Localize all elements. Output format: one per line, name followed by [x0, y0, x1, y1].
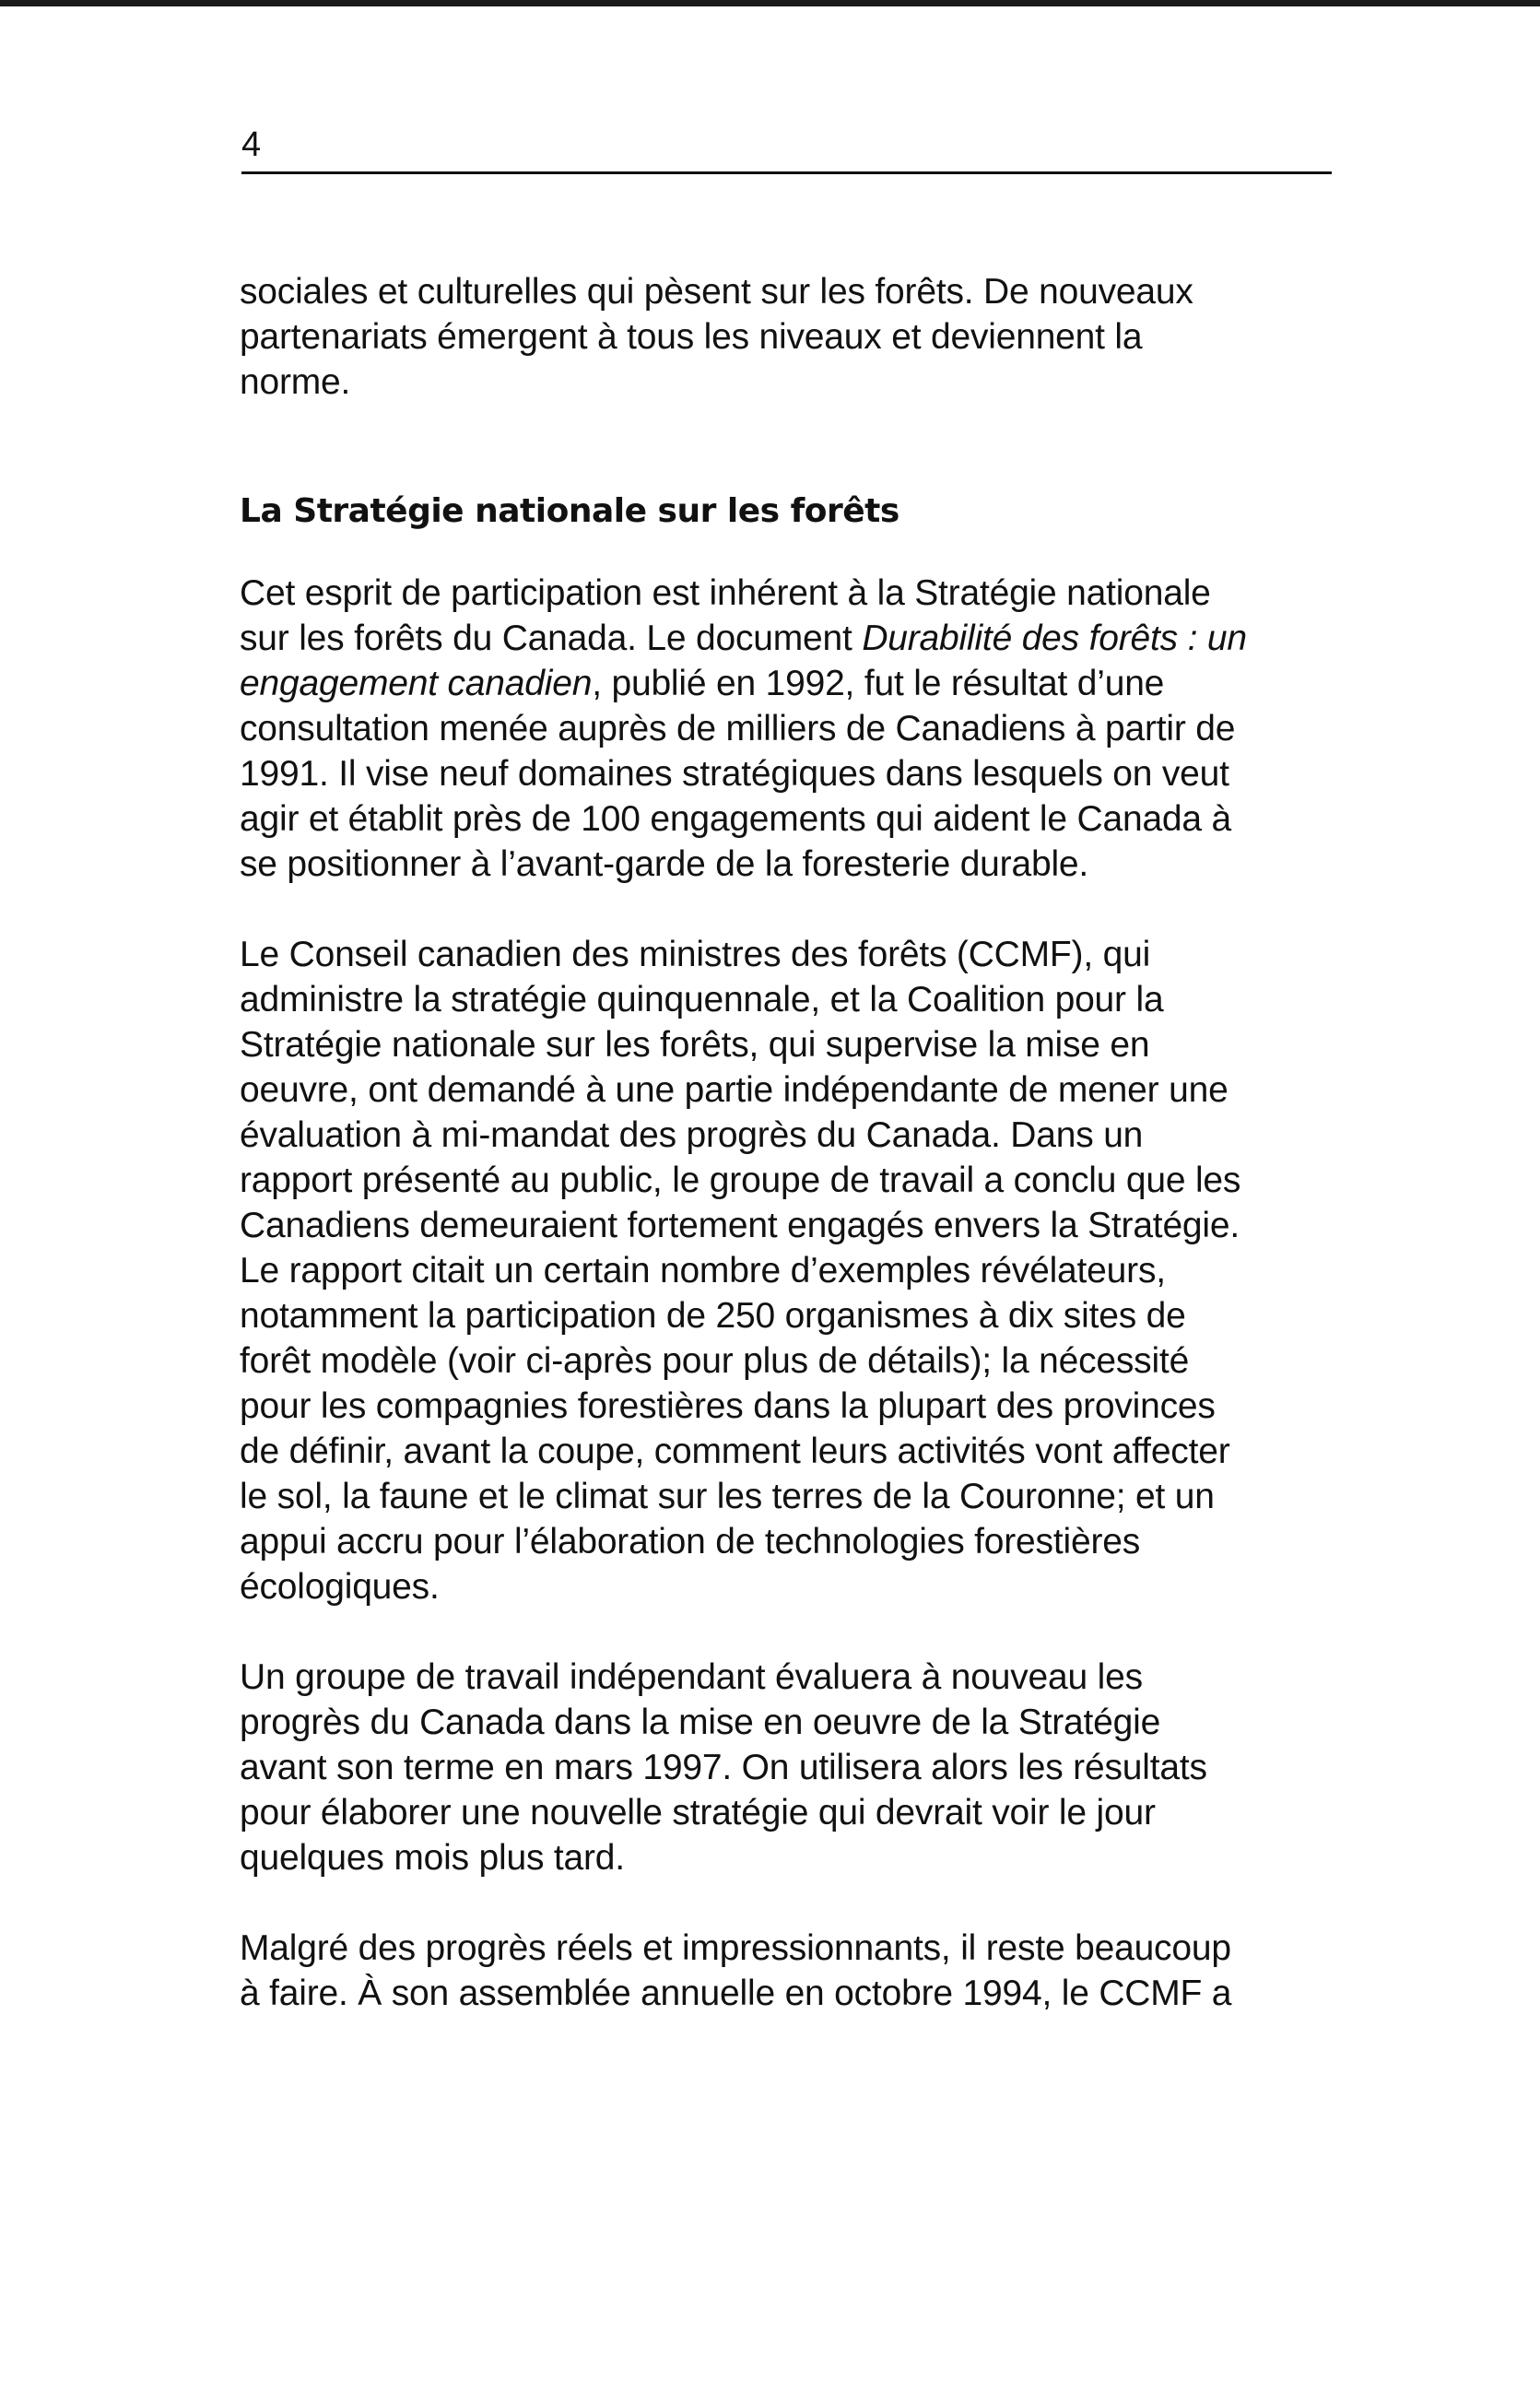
- document-title-italic: engagement canadien: [240, 664, 593, 703]
- text-line: le sol, la faune et le climat sur les terres de la Couronne; et un: [240, 1477, 1215, 1516]
- paragraph-strategy: [240, 571, 1346, 887]
- text-line: progrès du Canada dans la mise en oeuvre de la Stratégie: [240, 1703, 1161, 1742]
- text-segment: , publié en 1992, fut le résultat d’une: [592, 664, 1165, 703]
- text-line: Un groupe de travail indépendant évaluera à nouveau les: [240, 1657, 1143, 1697]
- paragraph-intro: [240, 269, 1346, 405]
- section-title: La Stratégie nationale sur les forêts: [240, 492, 899, 530]
- text-line: Stratégie nationale sur les forêts, qui supervise la mise en: [240, 1025, 1150, 1065]
- text-segment: sur les forêts du Canada. Le document: [240, 619, 863, 658]
- page-body: [240, 269, 1346, 2016]
- header-rule: [241, 171, 1332, 174]
- text-line: norme.: [240, 362, 351, 402]
- text-line: de définir, avant la coupe, comment leurs activités vont affecter: [240, 1432, 1230, 1471]
- text-line: avant son terme en mars 1997. On utilisera alors les résultats: [240, 1748, 1207, 1787]
- text-line: pour élaborer une nouvelle stratégie qui devrait voir le jour: [240, 1793, 1156, 1832]
- paragraph-progress: [240, 1926, 1346, 2016]
- scan-top-edge: [0, 0, 1540, 6]
- text-line: partenariats émergent à tous les niveaux et deviennent la: [240, 317, 1143, 357]
- text-line: agir et établit près de 100 engagements qui aident le Canada à: [240, 799, 1232, 839]
- text-line: pour les compagnies forestières dans la plupart des provinces: [240, 1386, 1216, 1426]
- text-line: quelques mois plus tard.: [240, 1838, 625, 1878]
- text-line: écologiques.: [240, 1567, 440, 1607]
- text-line: oeuvre, ont demandé à une partie indépendante de mener une: [240, 1070, 1228, 1110]
- text-line: 1991. Il vise neuf domaines stratégiques dans lesquels on veut: [240, 754, 1229, 794]
- paragraph-ccmf: [240, 932, 1346, 1609]
- text-line: Le rapport citait un certain nombre d’exemples révélateurs,: [240, 1251, 1166, 1290]
- text-line: à faire. À son assemblée annuelle en octobre 1994, le CCMF a: [240, 1974, 1232, 2013]
- text-line: notamment la participation de 250 organismes à dix sites de: [240, 1296, 1186, 1336]
- text-line: Cet esprit de participation est inhérent à la Stratégie nationale: [240, 573, 1211, 613]
- page-number: 4: [241, 125, 262, 164]
- text-line: évaluation à mi-mandat des progrès du Canada. Dans un: [240, 1115, 1144, 1155]
- paragraph-evaluation: [240, 1655, 1346, 1880]
- document-title-italic: Durabilité des forêts : un: [862, 619, 1247, 658]
- text-line: appui accru pour l’élaboration de technologies forestières: [240, 1522, 1141, 1561]
- text-line: rapport présenté au public, le groupe de travail a conclu que les: [240, 1161, 1241, 1200]
- text-line: Malgré des progrès réels et impressionnants, il reste beaucoup: [240, 1928, 1231, 1968]
- text-line: administre la stratégie quinquennale, et la Coalition pour la: [240, 980, 1164, 1019]
- text-line: sociales et culturelles qui pèsent sur les forêts. De nouveaux: [240, 272, 1193, 312]
- text-line: consultation menée auprès de milliers de Canadiens à partir de: [240, 709, 1236, 748]
- text-line: [240, 661, 1346, 706]
- text-line: se positionner à l’avant-garde de la foresterie durable.: [240, 844, 1089, 884]
- text-line: Canadiens demeuraient fortement engagés envers la Stratégie.: [240, 1206, 1240, 1245]
- text-line: Le Conseil canadien des ministres des forêts (CCMF), qui: [240, 935, 1151, 974]
- text-line: forêt modèle (voir ci-après pour plus de détails); la nécessité: [240, 1341, 1190, 1381]
- text-line: [240, 616, 1346, 661]
